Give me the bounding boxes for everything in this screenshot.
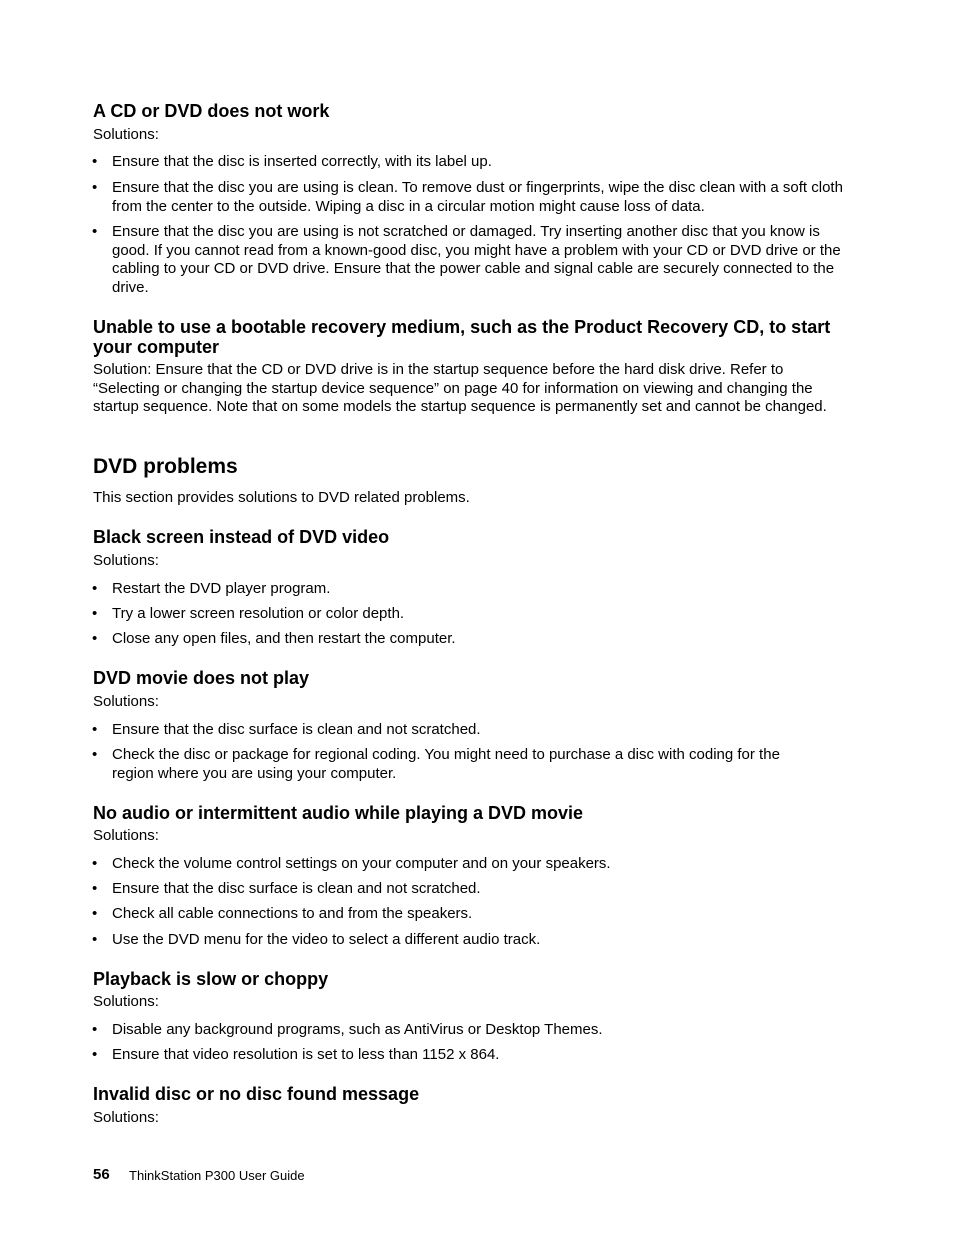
bullet-glyph: • (92, 1021, 98, 1038)
paragraph: Solution: Ensure that the CD or DVD drive is in the startup sequence before the hard disk drive. Refer to “Selecting or changing the startup device sequence” on page 40 for information on viewing and changing the startup sequence. Note that on some models the startup sequence is permanently set and cannot be changed. (93, 361, 827, 416)
list-item: Check the volume control settings on your computer and on your speakers. (112, 855, 611, 872)
paragraph: This section provides solutions to DVD related problems. (93, 489, 470, 506)
bullet-glyph: • (92, 931, 98, 948)
chapter-heading-dvd-problems: DVD problems (93, 455, 238, 478)
section-heading-cd-dvd-not-work: A CD or DVD does not work (93, 101, 330, 121)
bullet-glyph: • (92, 179, 98, 196)
bullet-glyph: • (92, 905, 98, 922)
solutions-label: Solutions: (93, 993, 159, 1010)
footer-doc-title: ThinkStation P300 User Guide (129, 1168, 305, 1183)
list-item: Ensure that the disc surface is clean and not scratched. (112, 880, 481, 897)
bullet-glyph: • (92, 855, 98, 872)
bullet-glyph: • (92, 721, 98, 738)
bullet-glyph: • (92, 605, 98, 622)
list-item: Check all cable connections to and from the speakers. (112, 905, 473, 922)
bullet-glyph: • (92, 880, 98, 897)
list-item: Check the disc or package for regional coding. You might need to purchase a disc with coding for the region where you are using your computer. (112, 746, 780, 782)
section-heading-black-screen: Black screen instead of DVD video (93, 527, 390, 547)
section-heading-no-audio: No audio or intermittent audio while playing a DVD movie (93, 803, 584, 823)
list-item: Ensure that the disc surface is clean and not scratched. (112, 721, 481, 738)
bullet-glyph: • (92, 630, 98, 647)
list-item: Close any open files, and then restart the computer. (112, 630, 456, 647)
section-heading-dvd-movie-not-play: DVD movie does not play (93, 668, 310, 688)
section-heading-playback-slow: Playback is slow or choppy (93, 969, 329, 989)
solutions-label: Solutions: (93, 126, 159, 143)
list-item: Try a lower screen resolution or color depth. (112, 605, 405, 622)
bullet-glyph: • (92, 223, 98, 240)
solutions-label: Solutions: (93, 827, 159, 844)
bullet-glyph: • (92, 153, 98, 170)
bullet-glyph: • (92, 1046, 98, 1063)
solutions-label: Solutions: (93, 693, 159, 710)
list-item: Restart the DVD player program. (112, 580, 331, 597)
solutions-label: Solutions: (93, 552, 159, 569)
bullet-glyph: • (92, 580, 98, 597)
section-heading-invalid-disc: Invalid disc or no disc found message (93, 1084, 420, 1104)
list-item: Ensure that the disc you are using is not scratched or damaged. Try inserting another disc that you know is good. If you cannot read from a known-good disc, you might have a problem with your CD or DVD drive or the cabling to your CD or DVD drive. Ensure that the power cable and signal cable are securely connected to the drive. (112, 223, 841, 296)
list-item: Use the DVD menu for the video to select a different audio track. (112, 931, 541, 948)
list-item: Ensure that the disc you are using is clean. To remove dust or fingerprints, wipe the disc clean with a soft cloth from the center to the outside. Wiping a disc in a circular motion might cause loss of data. (112, 179, 843, 215)
list-item: Ensure that the disc is inserted correctly, with its label up. (112, 153, 492, 170)
section-heading-bootable-recovery: Unable to use a bootable recovery medium, such as the Product Recovery CD, to start your computer (93, 317, 831, 357)
list-item: Disable any background programs, such as AntiVirus or Desktop Themes. (112, 1021, 603, 1038)
bullet-glyph: • (92, 746, 98, 763)
list-item: Ensure that video resolution is set to less than 1152 x 864. (112, 1046, 500, 1063)
page-number: 56 (93, 1166, 110, 1183)
solutions-label: Solutions: (93, 1109, 159, 1126)
